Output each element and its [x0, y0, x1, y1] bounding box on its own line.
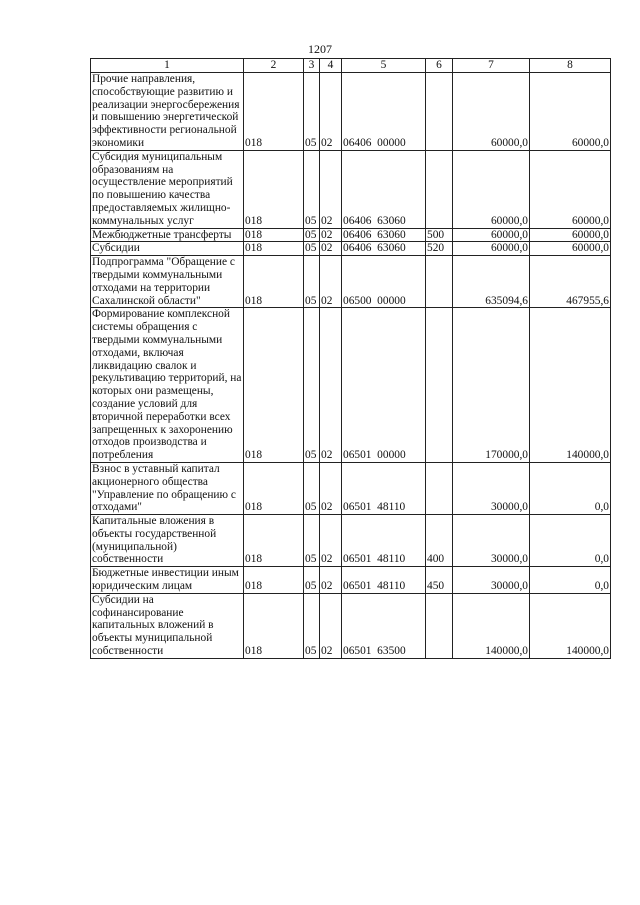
section-code: 05: [304, 593, 320, 658]
column-header: 2: [244, 59, 304, 73]
ministry-code: 018: [244, 150, 304, 228]
expense-type-code: [426, 308, 453, 463]
table-row: [91, 256, 611, 308]
expense-type-code: 500: [426, 228, 453, 242]
amount-col8: 0,0: [530, 567, 611, 594]
table-row: [91, 242, 611, 256]
ministry-code: 018: [244, 228, 304, 242]
column-header: 1: [91, 59, 244, 73]
amount-col8: 0,0: [530, 462, 611, 514]
ministry-code: 018: [244, 242, 304, 256]
row-name: Субсидии на софинансирование капитальных вложений в объекты муниципальной собственности: [91, 593, 244, 658]
row-name: Субсидии: [91, 242, 244, 256]
amount-col7: 60000,0: [453, 150, 530, 228]
section-code: 05: [304, 228, 320, 242]
subsection-code: 02: [320, 228, 342, 242]
amount-col7: 170000,0: [453, 308, 530, 463]
target-article-code: 06406 63060: [342, 228, 426, 242]
section-code: 05: [304, 150, 320, 228]
amount-col7: 635094,6: [453, 256, 530, 308]
section-code: 05: [304, 462, 320, 514]
subsection-code: 02: [320, 593, 342, 658]
table-row: [91, 228, 611, 242]
target-article-code: 06501 48110: [342, 515, 426, 567]
expense-type-code: [426, 256, 453, 308]
amount-col7: 140000,0: [453, 593, 530, 658]
row-name: Межбюджетные трансферты: [91, 228, 244, 242]
row-name: Субсидия муниципальным образованиям на осуществление мероприятий по повышению качества предоставляемых жилищно-коммунальных услуг: [91, 150, 244, 228]
target-article-code: 06406 63060: [342, 150, 426, 228]
ministry-code: 018: [244, 515, 304, 567]
target-article-code: 06501 00000: [342, 308, 426, 463]
amount-col8: 0,0: [530, 515, 611, 567]
section-code: 05: [304, 567, 320, 594]
table-row: [91, 515, 611, 567]
section-code: 05: [304, 73, 320, 151]
row-name: Капитальные вложения в объекты государственной (муниципальной) собственности: [91, 515, 244, 567]
target-article-code: 06501 48110: [342, 462, 426, 514]
subsection-code: 02: [320, 256, 342, 308]
expense-type-code: 450: [426, 567, 453, 594]
ministry-code: 018: [244, 567, 304, 594]
amount-col8: 60000,0: [530, 73, 611, 151]
table-row: [91, 308, 611, 463]
row-name: Формирование комплексной системы обращения с твердыми коммунальными отходами, включая ликвидацию свалок и рекультивацию территорий, на которых они размещены, создание условий для вторичной переработки всех запрещенных к захоронению отходов производства и потребления: [91, 308, 244, 463]
target-article-code: 06406 00000: [342, 73, 426, 151]
amount-col8: 140000,0: [530, 593, 611, 658]
table-row: [91, 567, 611, 594]
amount-col8: 60000,0: [530, 150, 611, 228]
column-header: 4: [320, 59, 342, 73]
amount-col8: 60000,0: [530, 242, 611, 256]
budget-table: [90, 58, 611, 659]
amount-col7: 60000,0: [453, 242, 530, 256]
column-header: 8: [530, 59, 611, 73]
section-code: 05: [304, 308, 320, 463]
section-code: 05: [304, 242, 320, 256]
row-name: Бюджетные инвестиции иным юридическим лицам: [91, 567, 244, 594]
expense-type-code: [426, 462, 453, 514]
ministry-code: 018: [244, 593, 304, 658]
subsection-code: 02: [320, 462, 342, 514]
section-code: 05: [304, 515, 320, 567]
ministry-code: 018: [244, 256, 304, 308]
expense-type-code: [426, 73, 453, 151]
column-header: 7: [453, 59, 530, 73]
subsection-code: 02: [320, 150, 342, 228]
target-article-code: 06501 48110: [342, 567, 426, 594]
amount-col7: 30000,0: [453, 567, 530, 594]
table-row: [91, 593, 611, 658]
amount-col7: 60000,0: [453, 228, 530, 242]
subsection-code: 02: [320, 515, 342, 567]
column-header: 5: [342, 59, 426, 73]
ministry-code: 018: [244, 462, 304, 514]
subsection-code: 02: [320, 73, 342, 151]
target-article-code: 06406 63060: [342, 242, 426, 256]
amount-col8: 60000,0: [530, 228, 611, 242]
page-number: 1207: [308, 42, 332, 56]
row-name: Взнос в уставный капитал акционерного общества "Управление по обращению с отходами": [91, 462, 244, 514]
column-header: 6: [426, 59, 453, 73]
ministry-code: 018: [244, 308, 304, 463]
table-row: [91, 73, 611, 151]
expense-type-code: 400: [426, 515, 453, 567]
ministry-code: 018: [244, 73, 304, 151]
expense-type-code: [426, 593, 453, 658]
amount-col7: 30000,0: [453, 462, 530, 514]
amount-col8: 140000,0: [530, 308, 611, 463]
amount-col7: 30000,0: [453, 515, 530, 567]
subsection-code: 02: [320, 242, 342, 256]
row-name: Подпрограмма "Обращение с твердыми коммунальными отходами на территории Сахалинской области": [91, 256, 244, 308]
column-header: 3: [304, 59, 320, 73]
expense-type-code: 520: [426, 242, 453, 256]
target-article-code: 06501 63500: [342, 593, 426, 658]
table-row: [91, 150, 611, 228]
section-code: 05: [304, 256, 320, 308]
amount-col8: 467955,6: [530, 256, 611, 308]
row-name: Прочие направления, способствующие развитию и реализации энергосбережения и повышению энергетической эффективности региональной экономики: [91, 73, 244, 151]
header-row: [91, 59, 611, 73]
table-row: [91, 462, 611, 514]
expense-type-code: [426, 150, 453, 228]
subsection-code: 02: [320, 308, 342, 463]
target-article-code: 06500 00000: [342, 256, 426, 308]
subsection-code: 02: [320, 567, 342, 594]
amount-col7: 60000,0: [453, 73, 530, 151]
